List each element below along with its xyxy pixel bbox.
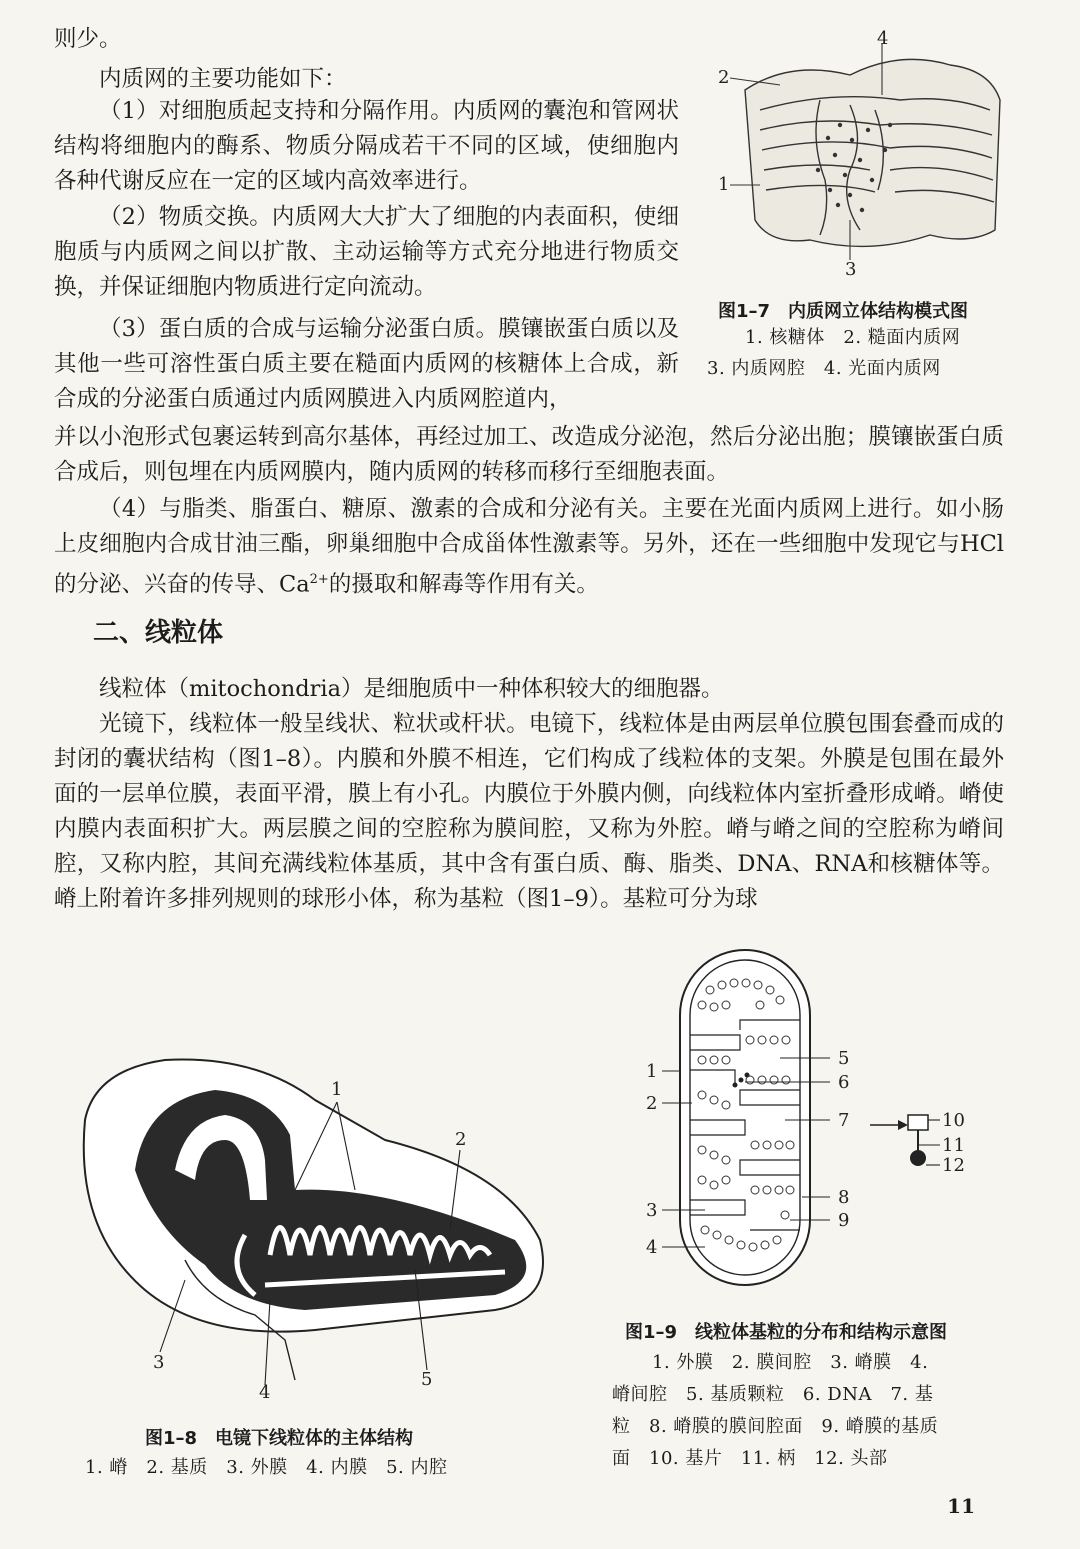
fig19-label-4: 4 xyxy=(646,1237,658,1258)
paragraph-function-3a: （3）蛋白质的合成与运输分泌蛋白质。膜镶嵌蛋白质以及其他一些可溶性蛋白质主要在糙面内质网的核糖体上合成，新合成的分泌蛋白质通过内质网膜进入内质网腔道内， xyxy=(54,316,679,412)
figure-1-9-illustration xyxy=(630,945,990,1295)
paragraph-mito-2: 光镜下，线粒体一般呈线状、粒状或杆状。电镜下，线粒体是由两层单位膜包围套叠而成的封闭的囊状结构（图1–8）。内膜和外膜不相连，它们构成了线粒体的支架。外膜是包围在最外面的一层单位膜，表面平滑，膜上有小孔。内膜位于外膜内侧，向线粒体内室折叠形成嵴。嵴使内膜内表面积扩大。两层膜之间的空腔称为膜间腔，又称为外腔。嵴与嵴之间的空腔称为嵴间腔，又称内腔，其间充满线粒体基质，其中含有蛋白质、酶、脂类、DNA、RNA和核糖体等。嵴上附着许多排列规则的球形小体，称为基粒（图1–9）。基粒可分为球 xyxy=(54,711,1004,912)
fig19-label-5: 5 xyxy=(838,1048,850,1069)
fig18-title: 图1–8 电镜下线粒体的主体结构 xyxy=(145,1428,414,1449)
fig19-label-9: 9 xyxy=(838,1210,850,1231)
fig19-label-10: 10 xyxy=(942,1110,965,1131)
paragraph-function-1: （1）对细胞质起支持和分隔作用。内质网的囊泡和管网状结构将细胞内的酶系、物质分隔成若干不同的区域，使细胞内各种代谢反应在一定的区域内高效率进行。 xyxy=(54,98,679,194)
fig19-label-7: 7 xyxy=(838,1110,850,1131)
fig18-label-3: 3 xyxy=(153,1352,165,1373)
fig19-label-2: 2 xyxy=(646,1093,658,1114)
fig19-legend-1: 1. 外膜 2. 膜间腔 3. 嵴膜 4. xyxy=(652,1352,929,1373)
fig19-legend-3: 粒 8. 嵴膜的膜间腔面 9. 嵴膜的基质 xyxy=(612,1416,939,1437)
fig19-legend-2: 嵴间腔 5. 基质颗粒 6. DNA 7. 基 xyxy=(612,1384,934,1405)
fig19-label-6: 6 xyxy=(838,1072,850,1093)
fig19-legend-4: 面 10. 基片 11. 柄 12. 头部 xyxy=(612,1448,888,1469)
fig18-label-5: 5 xyxy=(421,1369,433,1390)
fig19-label-1: 1 xyxy=(646,1061,658,1082)
fig17-label-1: 1 xyxy=(718,174,730,195)
figure-1-7-illustration xyxy=(700,30,1020,280)
page-number: 11 xyxy=(947,1494,975,1518)
figure-1-8-illustration xyxy=(55,1040,575,1400)
text-line-continuation: 则少。 xyxy=(54,26,122,52)
fig19-label-12: 12 xyxy=(942,1155,965,1176)
fig17-legend-1: 1. 核糖体 2. 糙面内质网 xyxy=(745,327,961,348)
fig19-label-11: 11 xyxy=(942,1135,965,1156)
fig19-title: 图1–9 线粒体基粒的分布和结构示意图 xyxy=(625,1322,948,1343)
paragraph-mito-1: 线粒体（mitochondria）是细胞质中一种体积较大的细胞器。 xyxy=(99,676,724,702)
fig17-label-2: 2 xyxy=(718,67,730,88)
paragraph-function-2: （2）物质交换。内质网大大扩大了细胞的内表面积，使细胞质与内质网之间以扩散、主动运输等方式充分地进行物质交换，并保证细胞内物质进行定向流动。 xyxy=(54,204,679,300)
section-heading: 二、线粒体 xyxy=(93,618,224,648)
fig17-label-4: 4 xyxy=(877,30,889,49)
fig18-legend: 1. 嵴 2. 基质 3. 外膜 4. 内膜 5. 内腔 xyxy=(85,1457,448,1478)
fig18-label-1: 1 xyxy=(331,1079,343,1100)
paragraph-function-4: （4）与脂类、脂蛋白、糖原、激素的合成和分泌有关。主要在光面内质网上进行。如小肠上皮细胞内合成甘油三酯，卵巢细胞中合成甾体性激素等。另外，还在一些细胞中发现它与HCl的分泌、兴奋的传导、$Ca^{2+}$的摄取和解毒等作用有关。 xyxy=(54,496,1004,598)
fig17-legend-2: 3. 内质网腔 4. 光面内质网 xyxy=(707,358,941,379)
fig18-label-2: 2 xyxy=(455,1129,467,1150)
fig19-label-3: 3 xyxy=(646,1200,658,1221)
fig17-title: 图1–7 内质网立体结构模式图 xyxy=(718,301,969,322)
paragraph-intro: 内质网的主要功能如下： xyxy=(99,66,347,92)
fig18-label-4: 4 xyxy=(259,1382,271,1400)
paragraph-function-3b: 并以小泡形式包裹运转到高尔基体，再经过加工、改造成分泌泡，然后分泌出胞；膜镶嵌蛋白质合成后，则包埋在内质网膜内，随内质网的转移而移行至细胞表面。 xyxy=(54,424,1004,485)
fig19-label-8: 8 xyxy=(838,1187,850,1208)
fig17-label-3: 3 xyxy=(845,259,857,280)
